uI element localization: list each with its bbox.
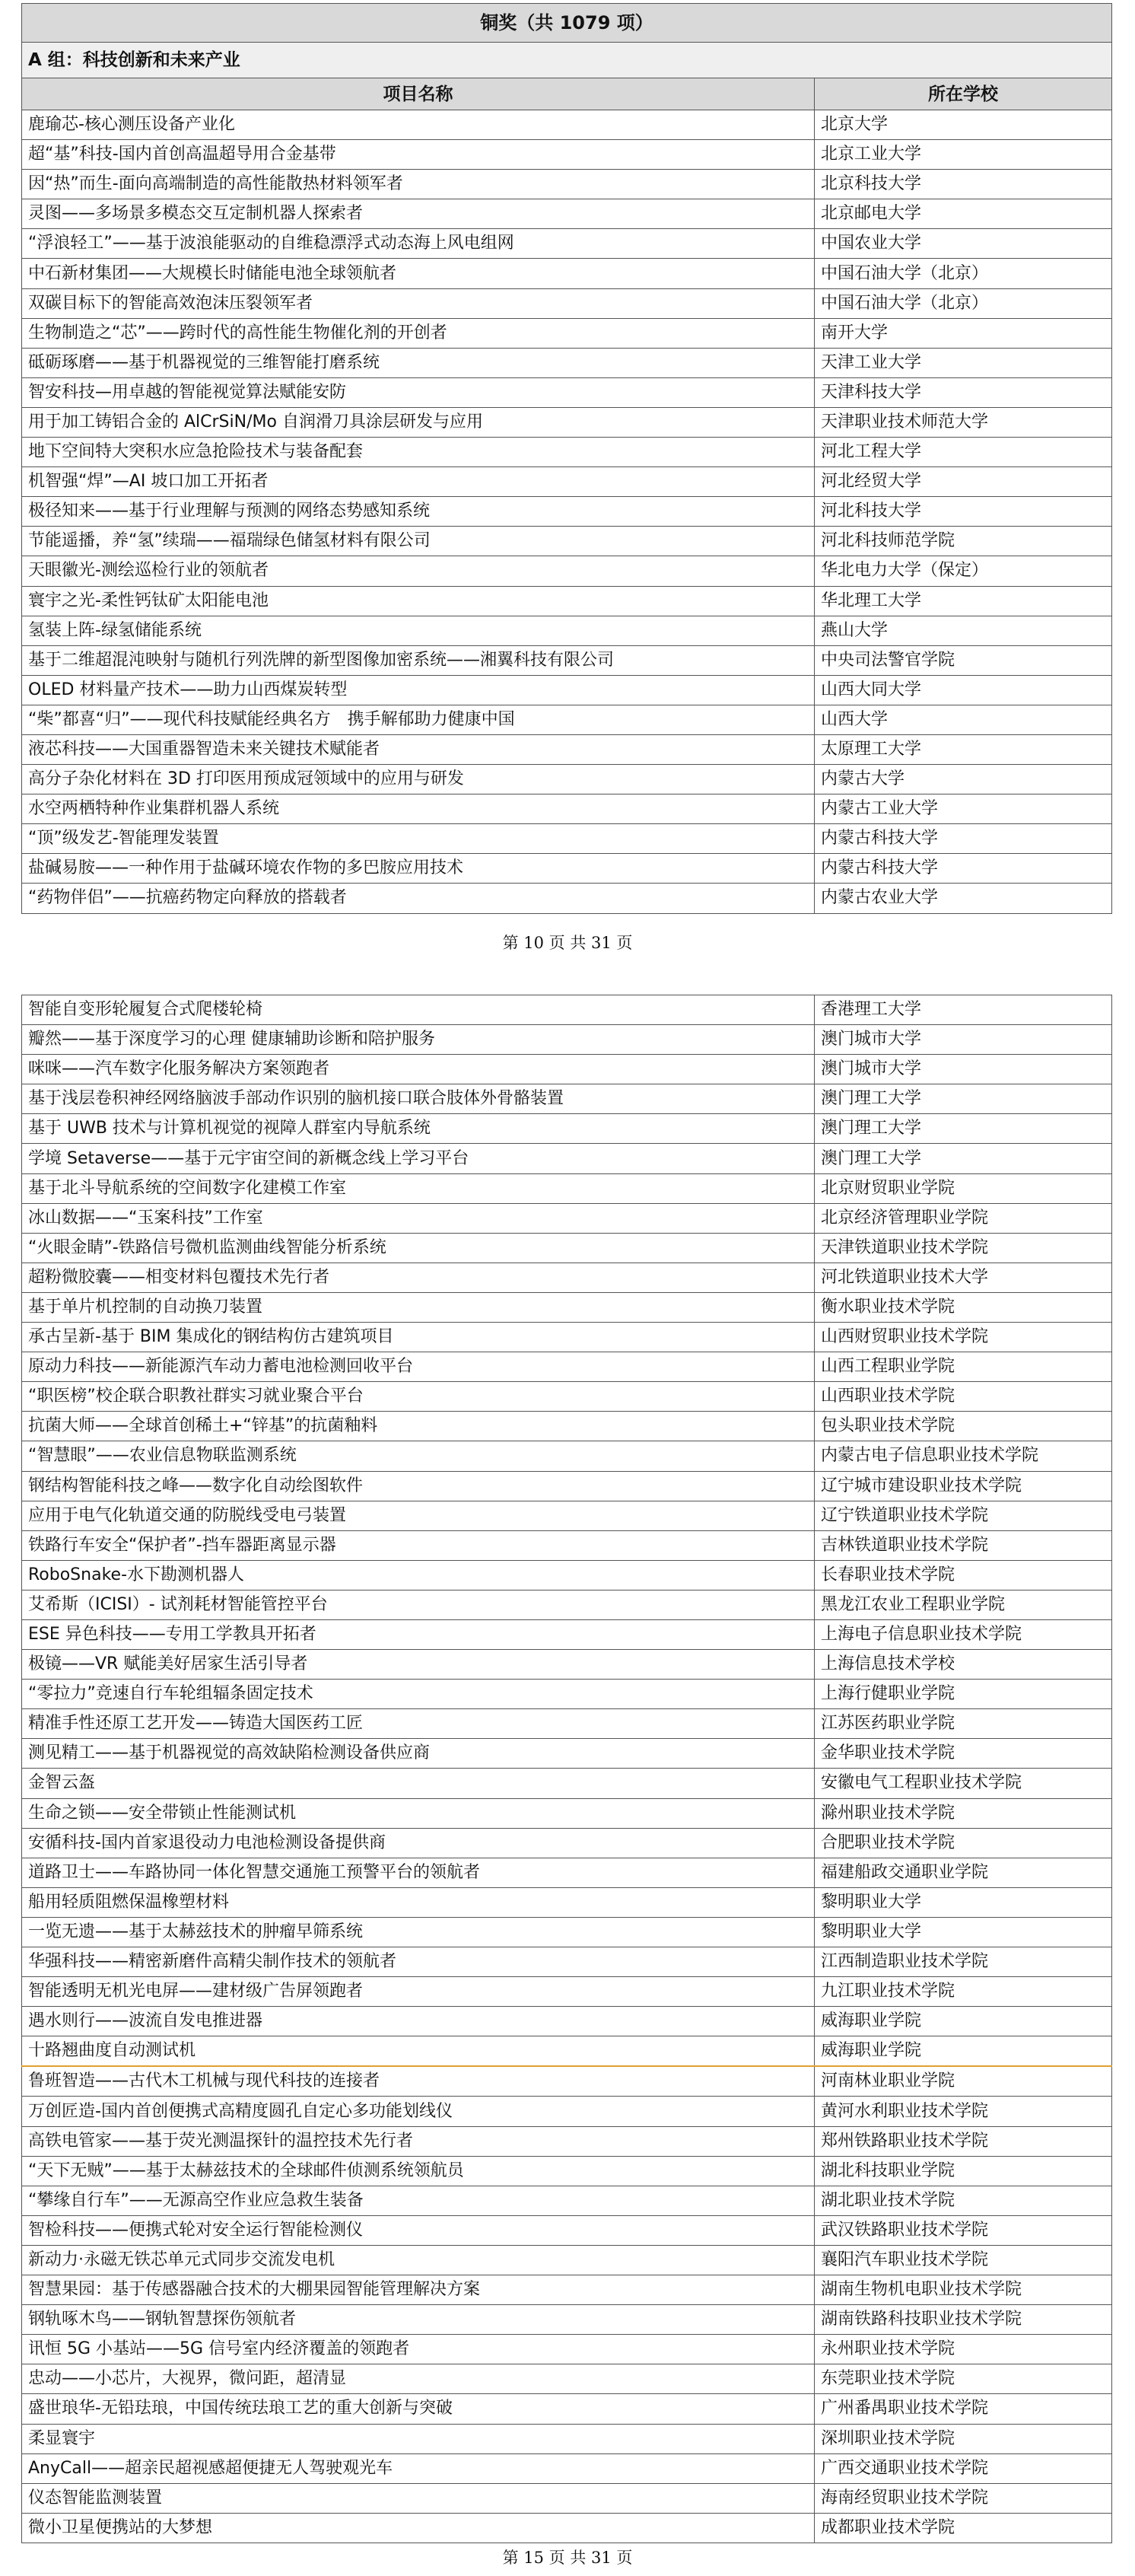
school-cell: 上海电子信息职业技术学院 [815,1619,1112,1649]
table-row [22,288,1112,318]
project-name-cell: 柔显寰宇 [22,2424,815,2453]
project-name-cell: 极镜——VR 赋能美好居家生活引导者 [22,1650,815,1680]
table-row [22,586,1112,616]
school-cell: 永州职业技术学院 [815,2335,1112,2364]
school-cell: 湖南生物机电职业技术学院 [815,2275,1112,2305]
table-row [22,259,1112,288]
table-row [22,2066,1112,2097]
project-name-cell: 遇水则行——波流自发电推进器 [22,2007,815,2036]
project-name-cell: 艾希斯（ICISI）- 试剂耗材智能管控平台 [22,1590,815,1619]
project-name-cell: 万创匠造-国内首创便携式高精度圆孔自定心多功能划线仪 [22,2097,815,2126]
school-cell: 山西大同大学 [815,675,1112,705]
project-name-cell: “火眼金睛”-铁路信号微机监测曲线智能分析系统 [22,1233,815,1263]
school-cell: 香港理工大学 [815,995,1112,1025]
project-name-cell: 寰宇之光-柔性钙钛矿太阳能电池 [22,586,815,616]
table-row [22,1173,1112,1203]
school-cell: 北京财贸职业学院 [815,1173,1112,1203]
project-name-cell: 高分子杂化材料在 3D 打印医用预成冠领域中的应用与研发 [22,765,815,794]
column-header-school: 所在学校 [815,78,1112,110]
table-row [22,734,1112,764]
table-row [22,1739,1112,1769]
school-cell: 河北科技师范学院 [815,527,1112,556]
table-row [22,854,1112,884]
school-cell: 内蒙古科技大学 [815,854,1112,884]
table-row [22,467,1112,497]
project-name-cell: 讯恒 5G 小基站——5G 信号室内经济覆盖的领跑者 [22,2335,815,2364]
table-row [22,1917,1112,1947]
table-row [22,1887,1112,1917]
project-name-cell: “顶”级发艺-智能理发装置 [22,824,815,854]
column-header-project: 项目名称 [22,78,815,110]
school-cell: 湖北职业技术学院 [815,2186,1112,2215]
school-cell: 深圳职业技术学院 [815,2424,1112,2453]
table-title: 铜奖（共 1079 项） [22,4,1112,43]
table-row [22,1650,1112,1680]
school-cell: 内蒙古农业大学 [815,884,1112,913]
table-row [22,645,1112,675]
school-cell: 合肥职业技术学院 [815,1828,1112,1858]
school-cell: 澳门城市大学 [815,1025,1112,1055]
table-row [22,824,1112,854]
project-name-cell: 精准手性还原工艺开发——铸造大国医药工匠 [22,1709,815,1739]
table-row [22,229,1112,259]
project-name-cell: 氢装上阵-绿氢储能系统 [22,616,815,645]
table-row [22,1709,1112,1739]
project-name-cell: 新动力·永磁无铁芯单元式同步交流发电机 [22,2245,815,2275]
school-cell: 内蒙古电子信息职业技术学院 [815,1441,1112,1471]
school-cell: 北京大学 [815,110,1112,140]
project-name-cell: 双碳目标下的智能高效泡沫压裂领军者 [22,288,815,318]
school-cell: 北京邮电大学 [815,199,1112,229]
school-cell: 天津职业技术师范大学 [815,407,1112,437]
header-row [22,78,1112,110]
project-name-cell: 因“热”而生-面向高端制造的高性能散热材料领军者 [22,170,815,199]
project-name-cell: 中石新材集团——大规模长时储能电池全球领航者 [22,259,815,288]
project-name-cell: 咪咪——汽车数字化服务解决方案领跑者 [22,1055,815,1084]
project-name-cell: “零拉力”竞速自行车轮组辐条固定技术 [22,1680,815,1709]
project-name-cell: 仪态智能监测装置 [22,2483,815,2513]
project-name-cell: 冰山数据——“玉案科技”工作室 [22,1203,815,1233]
project-name-cell: 原动力科技——新能源汽车动力蓄电池检测回收平台 [22,1352,815,1382]
school-cell: 山西财贸职业技术学院 [815,1323,1112,1352]
school-cell: 天津科技大学 [815,377,1112,407]
project-name-cell: “智慧眼”——农业信息物联监测系统 [22,1441,815,1471]
school-cell: 上海信息技术学校 [815,1650,1112,1680]
project-name-cell: 安循科技-国内首家退役动力电池检测设备提供商 [22,1828,815,1858]
project-name-cell: “攀缘自行车”——无源高空作业应急救生装备 [22,2186,815,2215]
school-cell: 澳门理工大学 [815,1114,1112,1144]
project-name-cell: 天眼徽光-测绘巡检行业的领航者 [22,556,815,586]
project-name-cell: 极径知来——基于行业理解与预测的网络态势感知系统 [22,497,815,527]
project-name-cell: “药物伴侣”——抗癌药物定向释放的搭载者 [22,884,815,913]
school-cell: 澳门理工大学 [815,1084,1112,1114]
project-name-cell: 承古呈新-基于 BIM 集成化的钢结构仿古建筑项目 [22,1323,815,1352]
project-name-cell: 超“基”科技-国内首创高温超导用合金基带 [22,140,815,170]
project-name-cell: 智慧果园：基于传感器融合技术的大棚果园智能管理解决方案 [22,2275,815,2305]
project-name-cell: “职医榜”校企联合职教社群实习就业聚合平台 [22,1382,815,1412]
table-row [22,1292,1112,1322]
project-name-cell: RoboSnake-水下勘测机器人 [22,1560,815,1590]
table-row [22,2007,1112,2036]
project-name-cell: 一览无遗——基于太赫兹技术的肿瘤早筛系统 [22,1917,815,1947]
table-row [22,2036,1112,2067]
project-name-cell: 船用轻质阻燃保温橡塑材料 [22,1887,815,1917]
project-name-cell: 基于 UWB 技术与计算机视觉的视障人群室内导航系统 [22,1114,815,1144]
table-row [22,2453,1112,2483]
page-footer-2: 第 15 页 共 31 页 [502,2549,633,2567]
project-name-cell: 智能透明无机光电屏——建材级广告屏领跑者 [22,1977,815,2007]
table-row [22,2097,1112,2126]
project-name-cell: 十路翘曲度自动测试机 [22,2036,815,2067]
school-cell: 太原理工大学 [815,734,1112,764]
project-name-cell: 水空两栖特种作业集群机器人系统 [22,794,815,824]
school-cell: 河北经贸大学 [815,467,1112,497]
project-name-cell: 机智强“焊”—AI 坡口加工开拓者 [22,467,815,497]
project-name-cell: 金智云盔 [22,1769,815,1798]
page-1 [21,3,1111,914]
table-row [22,1263,1112,1292]
school-cell: 山西工程职业学院 [815,1352,1112,1382]
school-cell: 中国石油大学（北京） [815,288,1112,318]
table-row [22,2245,1112,2275]
school-cell: 郑州铁路职业技术学院 [815,2126,1112,2156]
school-cell: 湖南铁路科技职业技术学院 [815,2305,1112,2335]
project-name-cell: 瓣然——基于深度学习的心理 健康辅助诊断和陪护服务 [22,1025,815,1055]
table-row [22,2275,1112,2305]
school-cell: 九江职业技术学院 [815,1977,1112,2007]
table-row [22,1203,1112,1233]
table-row [22,1798,1112,1828]
school-cell: 广西交通职业技术学院 [815,2453,1112,2483]
table-row [22,110,1112,140]
table-row [22,2364,1112,2394]
table-row [22,2126,1112,2156]
group-row [22,43,1112,78]
table-row [22,1560,1112,1590]
project-name-cell: “柴”都喜“归”——现代科技赋能经典名方 携手解郁助力健康中国 [22,705,815,734]
school-cell: 辽宁铁道职业技术学院 [815,1501,1112,1530]
table-row [22,1501,1112,1530]
project-name-cell: 盐碱易胺——一种作用于盐碱环境农作物的多巴胺应用技术 [22,854,815,884]
project-name-cell: 用于加工铸铝合金的 AlCrSiN/Mo 自润滑刀具涂层研发与应用 [22,407,815,437]
award-table-page-1 [21,3,1112,914]
school-cell: 上海行健职业学院 [815,1680,1112,1709]
school-cell: 天津铁道职业技术学院 [815,1233,1112,1263]
project-name-cell: 钢轨啄木鸟——钢轨智慧探伤领航者 [22,2305,815,2335]
school-cell: 海南经贸职业技术学院 [815,2483,1112,2513]
school-cell: 河北工程大学 [815,438,1112,467]
table-row [22,1025,1112,1055]
table-row [22,1144,1112,1173]
project-name-cell: 钢结构智能科技之峰——数字化自动绘图软件 [22,1471,815,1501]
award-table-page-2 [21,995,1112,2543]
project-name-cell: 鲁班智造——古代木工机械与现代科技的连接者 [22,2066,815,2097]
table-row [22,1114,1112,1144]
table-row [22,556,1112,586]
project-name-cell: OLED 材料量产技术——助力山西煤炭转型 [22,675,815,705]
table-row [22,527,1112,556]
project-name-cell: 基于北斗导航系统的空间数字化建模工作室 [22,1173,815,1203]
table-row [22,377,1112,407]
school-cell: 北京经济管理职业学院 [815,1203,1112,1233]
school-cell: 南开大学 [815,318,1112,348]
table-row [22,199,1112,229]
school-cell: 包头职业技术学院 [815,1412,1112,1441]
project-name-cell: 基于浅层卷积神经网络脑波手部动作识别的脑机接口联合肢体外骨骼装置 [22,1084,815,1114]
school-cell: 东莞职业技术学院 [815,2364,1112,2394]
school-cell: 黄河水利职业技术学院 [815,2097,1112,2126]
page-2 [21,995,1111,2543]
table-row [22,348,1112,377]
project-name-cell: 道路卫士——车路协同一体化智慧交通施工预警平台的领航者 [22,1858,815,1887]
project-name-cell: 忠动——小芯片，大视界，微问距，超清显 [22,2364,815,2394]
table-row [22,884,1112,913]
school-cell: 威海职业学院 [815,2007,1112,2036]
project-name-cell: 智能自变形轮履复合式爬楼轮椅 [22,995,815,1025]
school-cell: 黑龙江农业工程职业学院 [815,1590,1112,1619]
table-row [22,2156,1112,2186]
table-row [22,2335,1112,2364]
table-row [22,1471,1112,1501]
school-cell: 威海职业学院 [815,2036,1112,2067]
table-row [22,1947,1112,1977]
page-footer-1: 第 10 页 共 31 页 [502,934,633,952]
project-name-cell: AnyCall——超亲民超视感超便捷无人驾驶观光车 [22,2453,815,2483]
project-name-cell: 应用于电气化轨道交通的防脱线受电弓装置 [22,1501,815,1530]
project-name-cell: “天下无贼”——基于太赫兹技术的全球邮件侦测系统领航员 [22,2156,815,2186]
project-name-cell: 基于单片机控制的自动换刀装置 [22,1292,815,1322]
table-row [22,1858,1112,1887]
table-row [22,1619,1112,1649]
table-row [22,1590,1112,1619]
project-name-cell: 鹿瑜芯-核心测压设备产业化 [22,110,815,140]
project-name-cell: 智安科技—用卓越的智能视觉算法赋能安防 [22,377,815,407]
school-cell: 江西制造职业技术学院 [815,1947,1112,1977]
school-cell: 燕山大学 [815,616,1112,645]
table-row [22,2215,1112,2245]
table-row [22,1412,1112,1441]
project-name-cell: 测见精工——基于机器视觉的高效缺陷检测设备供应商 [22,1739,815,1769]
table-row [22,616,1112,645]
school-cell: 澳门城市大学 [815,1055,1112,1084]
project-name-cell: 智检科技——便携式轮对安全运行智能检测仪 [22,2215,815,2245]
table-row [22,1084,1112,1114]
school-cell: 黎明职业大学 [815,1917,1112,1947]
project-name-cell: 抗菌大师——全球首创稀土+“锌基”的抗菌釉料 [22,1412,815,1441]
group-heading: A 组：科技创新和未来产业 [22,43,1112,78]
table-row [22,140,1112,170]
school-cell: 北京工业大学 [815,140,1112,170]
school-cell: 襄阳汽车职业技术学院 [815,2245,1112,2275]
project-name-cell: 铁路行车安全“保护者”-挡车器距离显示器 [22,1530,815,1560]
school-cell: 滁州职业技术学院 [815,1798,1112,1828]
school-cell: 内蒙古工业大学 [815,794,1112,824]
project-name-cell: 华强科技——精密新磨件高精尖制作技术的领航者 [22,1947,815,1977]
table-row [22,995,1112,1025]
school-cell: 河北科技大学 [815,497,1112,527]
table-row [22,2305,1112,2335]
project-name-cell: 学境 Setaverse——基于元宇宙空间的新概念线上学习平台 [22,1144,815,1173]
table-row [22,2424,1112,2453]
school-cell: 福建船政交通职业学院 [815,1858,1112,1887]
school-cell: 北京科技大学 [815,170,1112,199]
table-row [22,1977,1112,2007]
table-row [22,1441,1112,1471]
project-name-cell: 基于二维超混沌映射与随机行列洗牌的新型图像加密系统——湘翼科技有限公司 [22,645,815,675]
table-row [22,1323,1112,1352]
school-cell: 内蒙古大学 [815,765,1112,794]
table-row [22,497,1112,527]
table-row [22,1382,1112,1412]
project-name-cell: 液芯科技——大国重器智造未来关键技术赋能者 [22,734,815,764]
school-cell: 衡水职业技术学院 [815,1292,1112,1322]
school-cell: 金华职业技术学院 [815,1739,1112,1769]
school-cell: 内蒙古科技大学 [815,824,1112,854]
table-row [22,407,1112,437]
project-name-cell: 微小卫星便携站的大梦想 [22,2513,815,2543]
school-cell: 长春职业技术学院 [815,1560,1112,1590]
table-row [22,318,1112,348]
table-row [22,705,1112,734]
school-cell: 天津工业大学 [815,348,1112,377]
school-cell: 广州番禺职业技术学院 [815,2394,1112,2424]
table-row [22,1352,1112,1382]
title-row [22,4,1112,43]
school-cell: 湖北科技职业学院 [815,2156,1112,2186]
table-row [22,438,1112,467]
school-cell: 江苏医药职业学院 [815,1709,1112,1739]
school-cell: 中央司法警官学院 [815,645,1112,675]
table-row [22,170,1112,199]
project-name-cell: 地下空间特大突积水应急抢险技术与装备配套 [22,438,815,467]
school-cell: 澳门理工大学 [815,1144,1112,1173]
school-cell: 黎明职业大学 [815,1887,1112,1917]
table-row [22,794,1112,824]
project-name-cell: ESE 异色科技——专用工学教具开拓者 [22,1619,815,1649]
table-row [22,1530,1112,1560]
project-name-cell: 灵图——多场景多模态交互定制机器人探索者 [22,199,815,229]
project-name-cell: 生物制造之“芯”——跨时代的高性能生物催化剂的开创者 [22,318,815,348]
project-name-cell: 超粉微胶囊——相变材料包覆技术先行者 [22,1263,815,1292]
project-name-cell: 节能遥播，养“氢”续瑞——福瑞绿色储氢材料有限公司 [22,527,815,556]
school-cell: 河北铁道职业技术大学 [815,1263,1112,1292]
school-cell: 辽宁城市建设职业技术学院 [815,1471,1112,1501]
table-row [22,2513,1112,2543]
school-cell: 安徽电气工程职业技术学院 [815,1769,1112,1798]
table-row [22,765,1112,794]
project-name-cell: 生命之锁——安全带锁止性能测试机 [22,1798,815,1828]
project-name-cell: “浮浪轻工”——基于波浪能驱动的自维稳漂浮式动态海上风电组网 [22,229,815,259]
school-cell: 山西职业技术学院 [815,1382,1112,1412]
school-cell: 华北电力大学（保定） [815,556,1112,586]
school-cell: 成都职业技术学院 [815,2513,1112,2543]
table-row [22,1055,1112,1084]
school-cell: 山西大学 [815,705,1112,734]
school-cell: 中国农业大学 [815,229,1112,259]
table-row [22,1233,1112,1263]
table-row [22,2186,1112,2215]
school-cell: 武汉铁路职业技术学院 [815,2215,1112,2245]
project-name-cell: 砥砺琢磨——基于机器视觉的三维智能打磨系统 [22,348,815,377]
school-cell: 河南林业职业学院 [815,2066,1112,2097]
school-cell: 华北理工大学 [815,586,1112,616]
table-row [22,1769,1112,1798]
project-name-cell: 盛世琅华-无铅珐琅，中国传统珐琅工艺的重大创新与突破 [22,2394,815,2424]
table-row [22,675,1112,705]
school-cell: 中国石油大学（北京） [815,259,1112,288]
school-cell: 吉林铁道职业技术学院 [815,1530,1112,1560]
table-row [22,1680,1112,1709]
project-name-cell: 高铁电管家——基于荧光测温探针的温控技术先行者 [22,2126,815,2156]
table-row [22,2394,1112,2424]
table-row [22,2483,1112,2513]
table-row [22,1828,1112,1858]
